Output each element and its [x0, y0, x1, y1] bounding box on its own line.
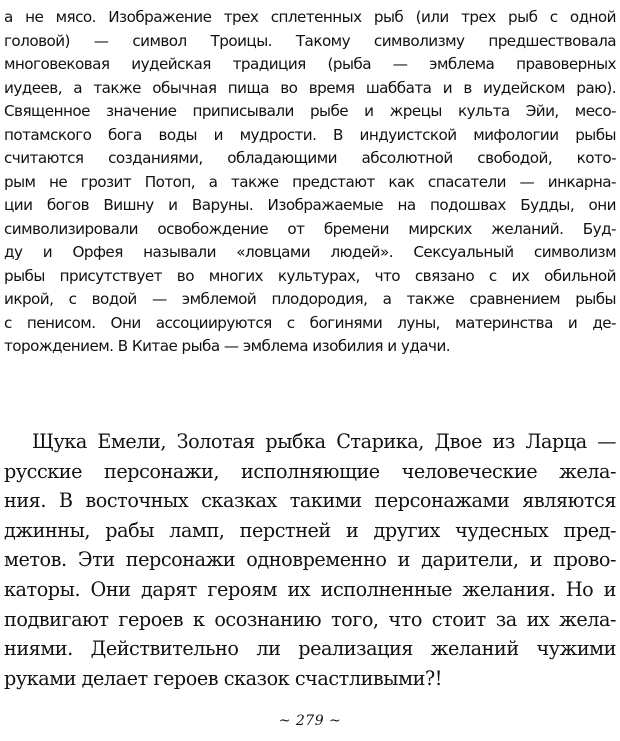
text-line: рыбы присутствует во многих культурах, что связано с их обильной [4, 266, 616, 285]
page-number: ~ 279 ~ [278, 713, 342, 729]
text-line: рым не грозит Потоп, а также предстают как спасатели — инкарна- [4, 172, 616, 191]
text-line: торождением. В Китае рыба — эмблема изобилия и удачи. [4, 337, 451, 355]
text-line: икрой, с водой — эмблемой плодородия, а также сравнением рыбы [4, 290, 616, 308]
text-line: многовековая иудейская традиция (рыба — эмблема правоверных [4, 55, 616, 73]
text-line: метов. Эти персонажи одновременно и дарители, и прово- [4, 548, 616, 572]
text-line: головой) — символ Троицы. Такому символизму предшествовала [4, 31, 616, 50]
text-line: ции богов Вишну и Варуны. Изображаемые на подошвах Будды, они [4, 196, 616, 214]
paragraph-fish-symbolism [4, 6, 616, 359]
text-line: джинны, рабы ламп, перстней и других чудесных пред- [4, 518, 616, 542]
text-line: а не мясо. Изображение трех сплетенных рыб (или трех рыб с одной [4, 8, 616, 26]
text-line: Щука Емели, Золотая рыбка Старика, Двое из Ларца — [32, 430, 616, 453]
text-line: руками делает героев сказок счастливыми?! [4, 666, 443, 690]
text-line: считаются созданиями, обладающими абсолютной свободой, кото- [4, 149, 616, 167]
text-line: символизировали освобождение от бремени мирских желаний. Буд- [4, 219, 616, 238]
paragraph-wish-granters [4, 427, 616, 693]
text-line: потамского бога воды и мудрости. В индуистской мифологии рыбы [4, 125, 616, 144]
text-line: ниями. Действительно ли реализация желаний чужими [4, 637, 616, 661]
text-line: каторы. Они дарят героям их исполненные желания. Но и [4, 577, 616, 601]
text-line: русские персонажи, исполняющие человеческие жела- [4, 459, 616, 483]
text-line: Священное значение приписывали рыбе и жрецы культа Эйи, месо- [4, 102, 616, 120]
text-line: ния. В восточных сказках такими персонажами являются [4, 489, 616, 513]
text-line: иудеев, а также обычная пища во время шаббата и в иудейском раю). [4, 78, 616, 97]
text-line: ду и Орфея называли «ловцами людей». Сексуальный символизм [4, 243, 616, 261]
text-line: с пенисом. Они ассоциируются с богинями луны, материнства и де- [4, 313, 616, 332]
text-line: подвигают героев к осознанию того, что стоит за их жела- [4, 607, 616, 631]
